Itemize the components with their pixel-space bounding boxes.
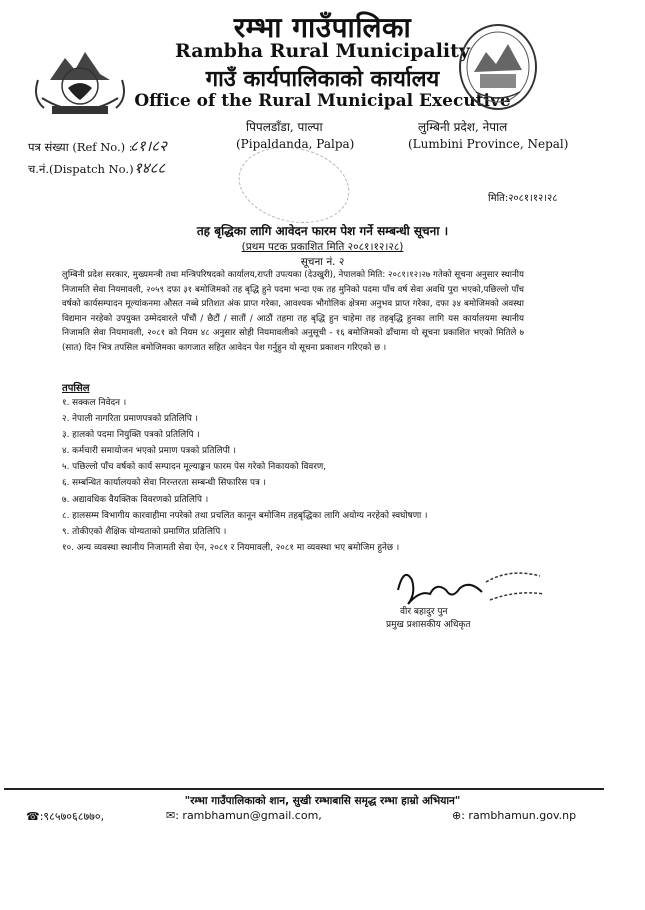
globe-icon: ⊕ [452, 809, 462, 822]
phone-number: :९८५७०६८७७०, [39, 810, 105, 823]
province-en: (Lumbini Province, Nepal) [408, 137, 569, 151]
office-stamp [232, 137, 357, 233]
province-np: लुम्बिनी प्रदेश, नेपाल [418, 120, 508, 134]
email-address: : rambhamun@gmail.com, [175, 809, 322, 822]
notice-number: सूचना नं. २ [300, 256, 345, 268]
list-item: ५. पछिल्लो पाँच वर्षको कार्य सम्पादन मूल्याङ्कन फारम पेस गरेको निकायको विवरण, [62, 462, 327, 473]
address-en: (Pipaldanda, Palpa) [236, 137, 355, 151]
list-item: ९. तोकीएको शैक्षिक योग्यताको प्रमाणित प्रतिलिपि । [62, 526, 227, 537]
list-item: १०. अन्य व्यवस्था स्थानीय निजामती सेवा ऐन, २०८१ र नियमावली, २०८१ मा व्यवस्था भए बमोजिम हुनेछ । [62, 542, 400, 553]
notice-date: मिति:२०८१।१२।२८ [488, 193, 558, 204]
footer-slogan: "रम्भा गाउँपालिकाको शान, सुखी रम्भाबासि समृद्ध रम्भा हाम्रो अभियान" [184, 795, 461, 807]
notice-body: लुम्बिनी प्रदेश सरकार, मुख्यमन्त्री तथा मन्त्रिपरिषदको कार्यालय,राप्ती उपत्यका (देउखुरी), नेपालको मिति: २०८१।१२।२७ गतेको सूचना अनुसार स्थानीय निजामति सेवा नियमावली, २०५९ दफा ३१ बमोजिमको तह बृद्धि हुने पदमा भन्दा एक तह मुनिको पदमा पाँच वर्ष सेवा अवधि पुरा भएको,पछिल्लो पाँच वर्षको कार्यसम्पादन मूल्यांकनमा औसत नब्बे प्रतिशत अंक प्राप्त गरेका, आवश्यक भौगोलिक क्षेत्रमा अनुभव प्राप्त गरेका, दफा ३४ बमोजिमको अवस्था विद्यमान नरहेको उपयुक्त उम्मेदवारले पाँचौं / छैटौं / सातौं / आठौं तहमा तह बृद्धि हुन चाहेमा तह तहबृद्धि हुनका लागि यस कार्यालयमा स्थानीय निजामति सेवा नियमावली, २०८१ को नियम ४८ अनुसार सोही नियमावलीको अनुसूची - १६ बमोजिमको ढाँचामा यो सूचना प्रकाशित भएको मितिले ७ (सात) दिन भित्र तपसिल बमोजिमका कागजात सहित आवेदन पेश गर्नुहुन यो सूचना प्रकाशन गरिएको छ । [62, 270, 524, 353]
dispatch-number-label: च.नं.(Dispatch No.) : [28, 162, 142, 176]
office-name-np: गाउँ कार्यपालिकाको कार्यालय [205, 67, 440, 92]
footer-divider [4, 788, 604, 790]
footer-phone [26, 809, 104, 824]
first-published-date: (प्रथम पटक प्रकाशित मिति २०८१।१२।२८) [241, 241, 404, 253]
signatory-title: प्रमुख प्रशासकीय अधिकृत [386, 620, 471, 630]
office-name-en: Office of the Rural Municipal Executive [134, 91, 511, 111]
list-heading: तपसिल [62, 383, 90, 394]
list-item: २. नेपाली नागरिता प्रमाणपत्रको प्रतिलिपि । [62, 414, 198, 425]
ref-number-value: ८१।८२ [130, 137, 167, 155]
notice-title: तह बृद्धिका लागि आवेदन फारम पेश गर्ने सम्बन्धी सूचना । [196, 224, 449, 238]
list-item: १. सक्कल निवेदन । [62, 398, 127, 408]
phone-icon: ☎ [26, 810, 40, 823]
municipality-seal-icon [456, 22, 540, 112]
footer-website [452, 809, 576, 822]
document-list [62, 395, 532, 556]
address-np: पिपलडाँडा, पाल्पा [246, 120, 323, 134]
municipality-name-en: Rambha Rural Municipality [175, 40, 470, 62]
municipality-name-np: रम्भा गाउँपालिका [233, 11, 412, 44]
signatory-name: वीर बहादुर पुन [400, 607, 448, 617]
list-item: ७. अद्यावधिक वैयक्तिक विवरणको प्रतिलिपि । [62, 494, 209, 505]
nepal-emblem-icon [30, 40, 130, 122]
list-item: ३. हालको पदमा नियुक्ति पत्रको प्रतिलिपि । [62, 430, 200, 441]
list-item: ८. हालसम्म विभागीय कारवाहीमा नपरेको तथा प्रचलित कानून बमोजिम तहबृद्धिका लागि अयोग्य नरहेको स्वघोषणा । [62, 510, 428, 521]
footer-email [166, 809, 322, 822]
list-item: ४. कर्मचारी समायोजन भएको प्रमाण पत्रको प्रतिलिपी । [62, 446, 237, 457]
ref-number-label: पत्र संख्या (Ref No.) : [28, 140, 133, 154]
website-url: : rambhamun.gov.np [461, 809, 577, 822]
email-icon: ✉ [166, 809, 176, 822]
dispatch-number-value: १४८८ [134, 159, 166, 177]
list-item: ६. सम्बन्धित कार्यालयको सेवा निरन्तरता सम्बन्धी सिफारिस पत्र । [62, 478, 266, 489]
